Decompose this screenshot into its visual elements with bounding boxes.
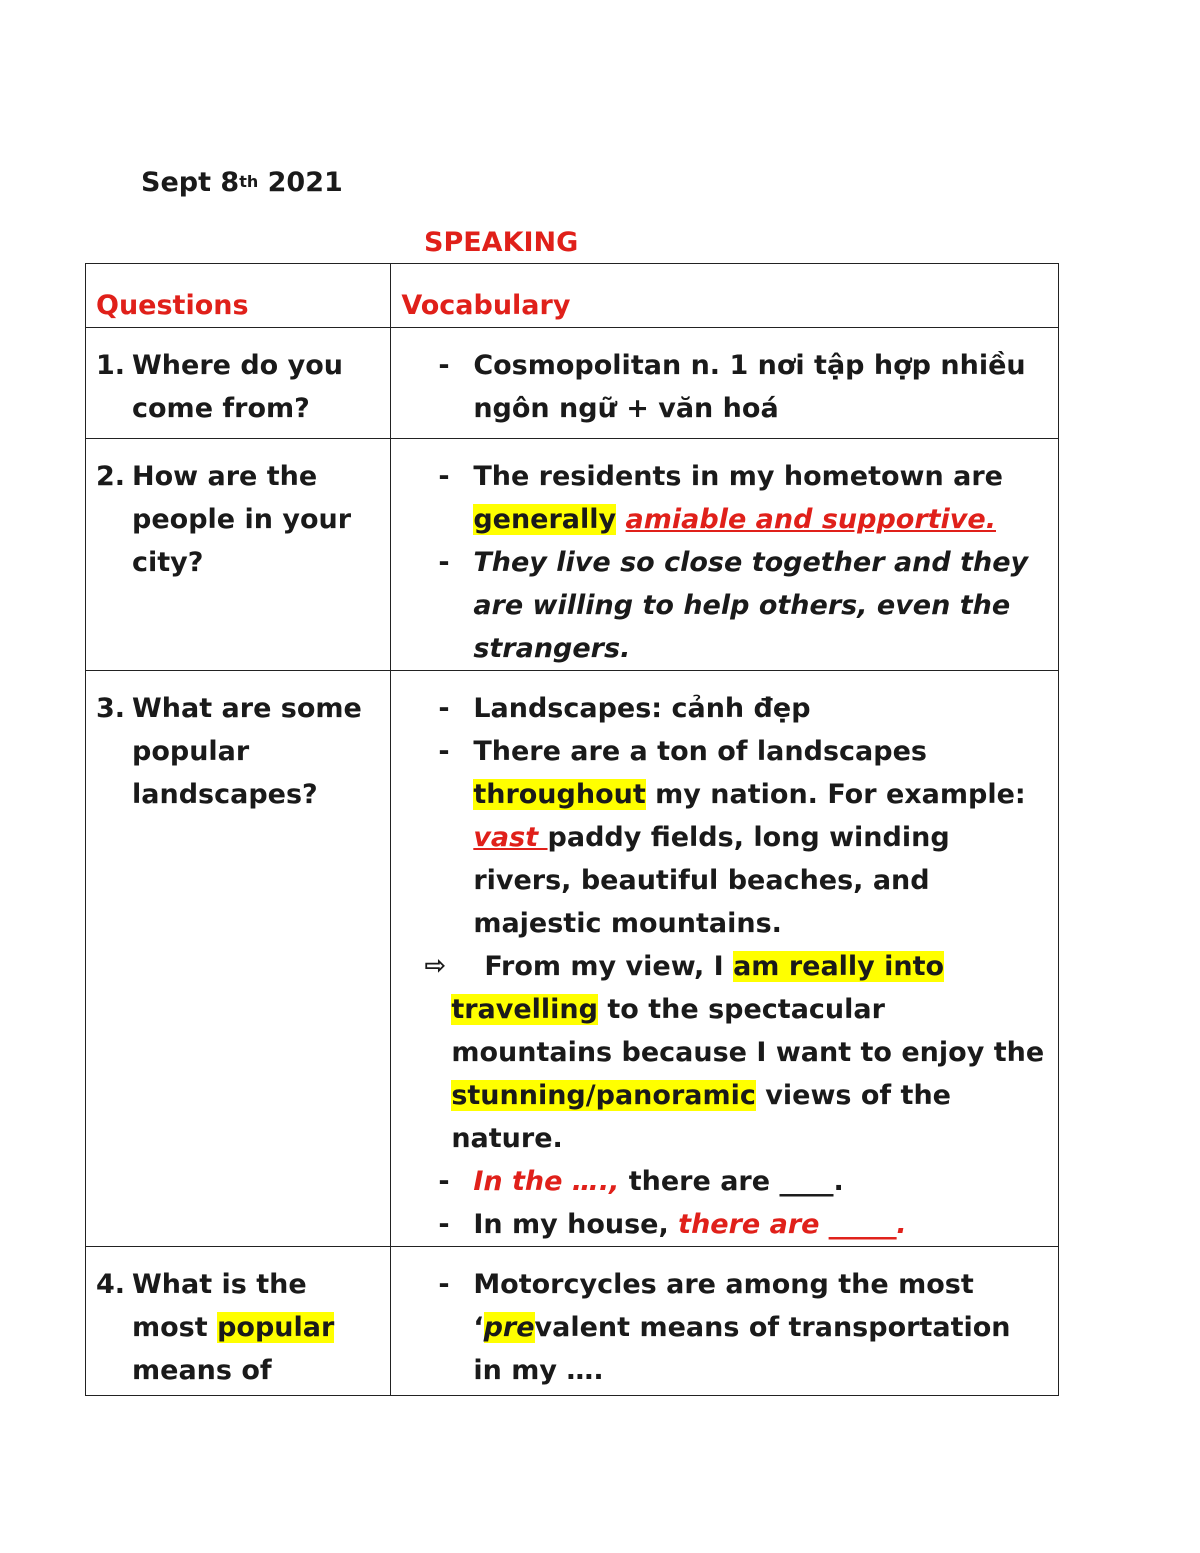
table-header-row [86, 264, 1059, 328]
highlighted-text: stunning/panoramic [451, 1080, 756, 1111]
date-text: Sept 8 [141, 167, 240, 198]
question-number: 1. [96, 350, 126, 381]
vocabulary-cell [391, 439, 1059, 671]
document-date [141, 166, 343, 203]
text-run: In my house, [473, 1209, 679, 1240]
table-row [86, 328, 1059, 439]
date-ordinal: th [239, 172, 259, 191]
bullet-item [401, 344, 1048, 430]
highlighted-text: popular [217, 1312, 335, 1343]
bullet-item [401, 730, 1048, 945]
text-run: paddy fields, long winding rivers, beautiful beaches, and majestic mountains. [473, 822, 950, 939]
red-emphasis-text: In the …., [473, 1166, 620, 1197]
bullet-item [401, 687, 1048, 730]
red-emphasis-text: amiable and supportive. [625, 504, 996, 535]
dash-bullet: - [438, 736, 450, 767]
dash-bullet: - [438, 547, 450, 578]
table-row [86, 671, 1059, 1247]
bullet-text: Landscapes: cảnh đẹp [473, 693, 811, 724]
dash-bullet: - [438, 350, 450, 381]
arrow-item-continuation [401, 988, 1048, 1160]
dash-bullet: - [438, 1166, 450, 1197]
text-run: my nation. For example: [645, 779, 1026, 810]
arrow-item [401, 945, 1048, 988]
text-run: The residents in my hometown are [473, 461, 1003, 492]
question-cell [86, 439, 391, 671]
table-row [86, 1247, 1059, 1396]
bullet-text [473, 1160, 1048, 1203]
question-cell [86, 671, 391, 1247]
question-text: How are the people in your city? [132, 461, 352, 578]
vocabulary-header: Vocabulary [391, 264, 1059, 328]
highlighted-text: am really into [733, 951, 945, 982]
question-cell [86, 328, 391, 439]
text-run: valent means of transportation in my …. [473, 1312, 1011, 1386]
bullet-text [473, 1203, 1048, 1246]
question-number: 2. [96, 461, 126, 492]
dash-bullet: - [438, 1209, 450, 1240]
red-emphasis-text: there are _____. [678, 1209, 907, 1240]
bullet-text [473, 730, 1048, 945]
right-arrow-icon: ⇨ [424, 951, 447, 981]
bullet-item [401, 455, 1048, 541]
red-emphasis-text: vast [473, 822, 548, 853]
text-run: There are a ton of landscapes [473, 736, 927, 767]
bullet-text: They live so close together and they are willing to help others, even the strangers. [473, 547, 1029, 664]
bullet-item [401, 1263, 1048, 1392]
bullet-text [473, 1263, 1048, 1392]
text-run: to the spectacular mountains because I want to enjoy the [451, 994, 1045, 1068]
questions-header: Questions [86, 264, 391, 328]
table-row [86, 439, 1059, 671]
text-run: Motorcycles are among the most ‘ [473, 1269, 974, 1343]
dash-bullet: - [438, 693, 450, 724]
dash-bullet: - [438, 1269, 450, 1300]
bullet-item [401, 541, 1048, 670]
bullet-item [401, 1160, 1048, 1203]
text-run: there are ____. [619, 1166, 844, 1197]
page-title: SPEAKING [424, 227, 579, 258]
vocabulary-cell [391, 328, 1059, 439]
arrow-text-first [484, 945, 944, 988]
bullet-text [473, 455, 1048, 541]
highlighted-text: pre [483, 1312, 535, 1343]
question-number: 4. [96, 1269, 126, 1300]
text-run: From my view, I [484, 951, 734, 982]
highlighted-text: travelling [451, 994, 598, 1025]
dash-bullet: - [438, 461, 450, 492]
question-text: What are some popular landscapes? [132, 693, 362, 810]
question-text: Where do you come from? [132, 350, 343, 424]
question-text [132, 1263, 380, 1392]
bullet-item [401, 1203, 1048, 1246]
highlighted-text: throughout [473, 779, 646, 810]
text-run: views of the nature. [451, 1080, 951, 1154]
question-cell [86, 1247, 391, 1396]
vocabulary-table [85, 263, 1059, 1396]
vocabulary-cell [391, 671, 1059, 1247]
bullet-text: Cosmopolitan n. 1 nơi tập hợp nhiều ngôn ngữ + văn hoá [473, 350, 1026, 424]
vocabulary-cell [391, 1247, 1059, 1396]
text-run [616, 504, 625, 535]
question-number: 3. [96, 693, 126, 724]
text-run: What is the most [132, 1269, 307, 1343]
highlighted-text: generally [473, 504, 617, 535]
date-year: 2021 [258, 167, 343, 198]
text-run: means of [132, 1355, 272, 1386]
